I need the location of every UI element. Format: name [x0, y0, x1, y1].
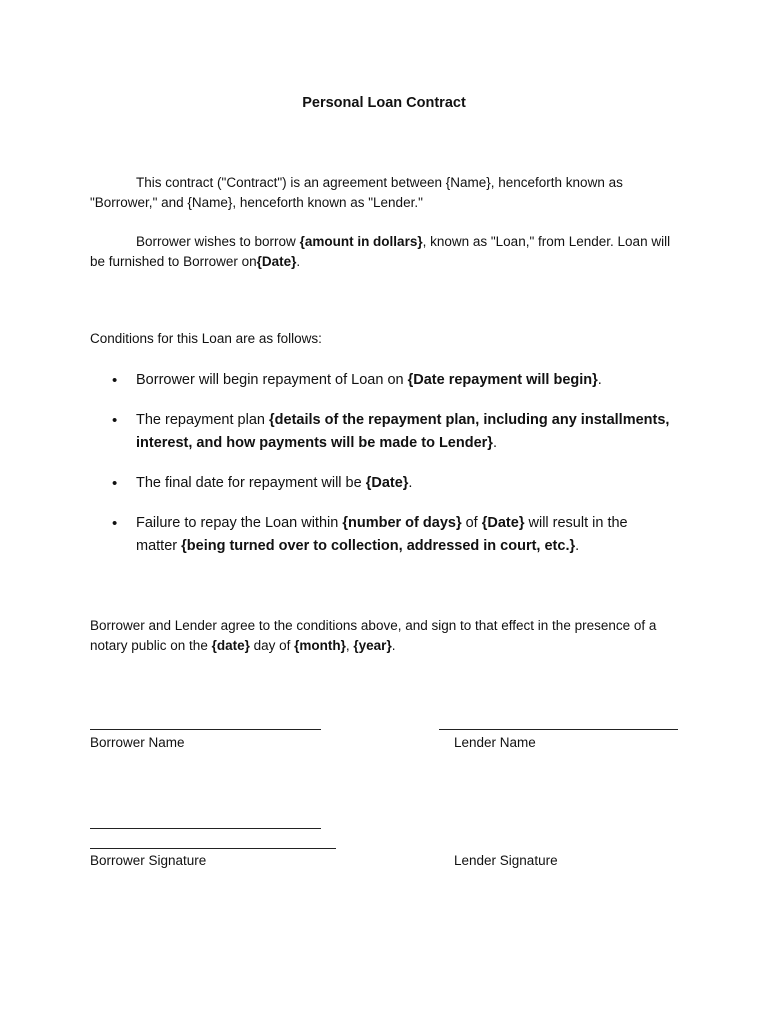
lender-signature-label: Lender Signature	[454, 853, 558, 868]
loan-paragraph-post: .	[296, 254, 301, 269]
condition-item	[112, 409, 672, 455]
agreement-text: ,	[345, 638, 354, 653]
agreement-text: Borrower and Lender agree to the conditions above, and sign to that effect in the presence of a notary public on the	[90, 618, 657, 653]
year-placeholder: {year}	[353, 638, 392, 653]
intro-paragraph: This contract ("Contract") is an agreement between {Name}, henceforth known as "Borrower," and {Name}, henceforth known as "Lender."	[90, 175, 623, 210]
lender-name-line[interactable]	[439, 729, 678, 730]
condition-placeholder: {Date repayment will begin}	[407, 372, 598, 388]
condition-text: Borrower will begin repayment of Loan on	[136, 372, 408, 388]
condition-item	[112, 472, 672, 495]
condition-item	[112, 512, 672, 558]
borrower-signature-line[interactable]	[90, 828, 321, 829]
condition-text: of	[461, 515, 482, 531]
condition-placeholder: {Date}	[365, 475, 409, 491]
agreement-text: .	[391, 638, 396, 653]
condition-placeholder: {details of the repayment plan, including any installments, interest, and how payments will be made to Lender}	[136, 412, 670, 451]
conditions-intro: Conditions for this Loan are as follows:	[90, 331, 322, 346]
borrower-name-label: Borrower Name	[90, 735, 185, 750]
condition-placeholder: {number of days}	[342, 515, 462, 531]
condition-punct: .	[408, 475, 413, 491]
month-placeholder: {month}	[294, 638, 346, 653]
condition-text: will result in the matter	[136, 515, 628, 554]
condition-item	[112, 369, 672, 392]
conditions-list	[112, 369, 672, 575]
document-title: Personal Loan Contract	[302, 95, 466, 111]
loan-paragraph	[90, 232, 680, 272]
condition-text: Failure to repay the Loan within	[136, 515, 343, 531]
amount-placeholder: {amount in dollars}	[299, 234, 423, 249]
condition-placeholder: {being turned over to collection, addressed in court, etc.}	[181, 538, 576, 554]
condition-punct: .	[492, 435, 497, 451]
condition-punct: .	[575, 538, 580, 554]
agreement-paragraph	[90, 616, 690, 656]
agreement-text: day of	[249, 638, 295, 653]
borrower-signature-line-2[interactable]	[90, 848, 336, 849]
condition-text: The final date for repayment will be	[136, 475, 366, 491]
loan-paragraph-pre: Borrower wishes to borrow	[136, 234, 300, 249]
condition-text: The repayment plan	[136, 412, 269, 428]
borrower-signature-label: Borrower Signature	[90, 853, 207, 868]
lender-name-label: Lender Name	[454, 735, 536, 750]
condition-placeholder: {Date}	[481, 515, 525, 531]
date-placeholder: {Date}	[256, 254, 297, 269]
borrower-name-line[interactable]	[90, 729, 321, 730]
loan-paragraph-mid: , known as "Loan," from Lender. Loan will be furnished to Borrower on	[90, 234, 671, 269]
date-placeholder: {date}	[211, 638, 250, 653]
condition-punct: .	[597, 372, 602, 388]
